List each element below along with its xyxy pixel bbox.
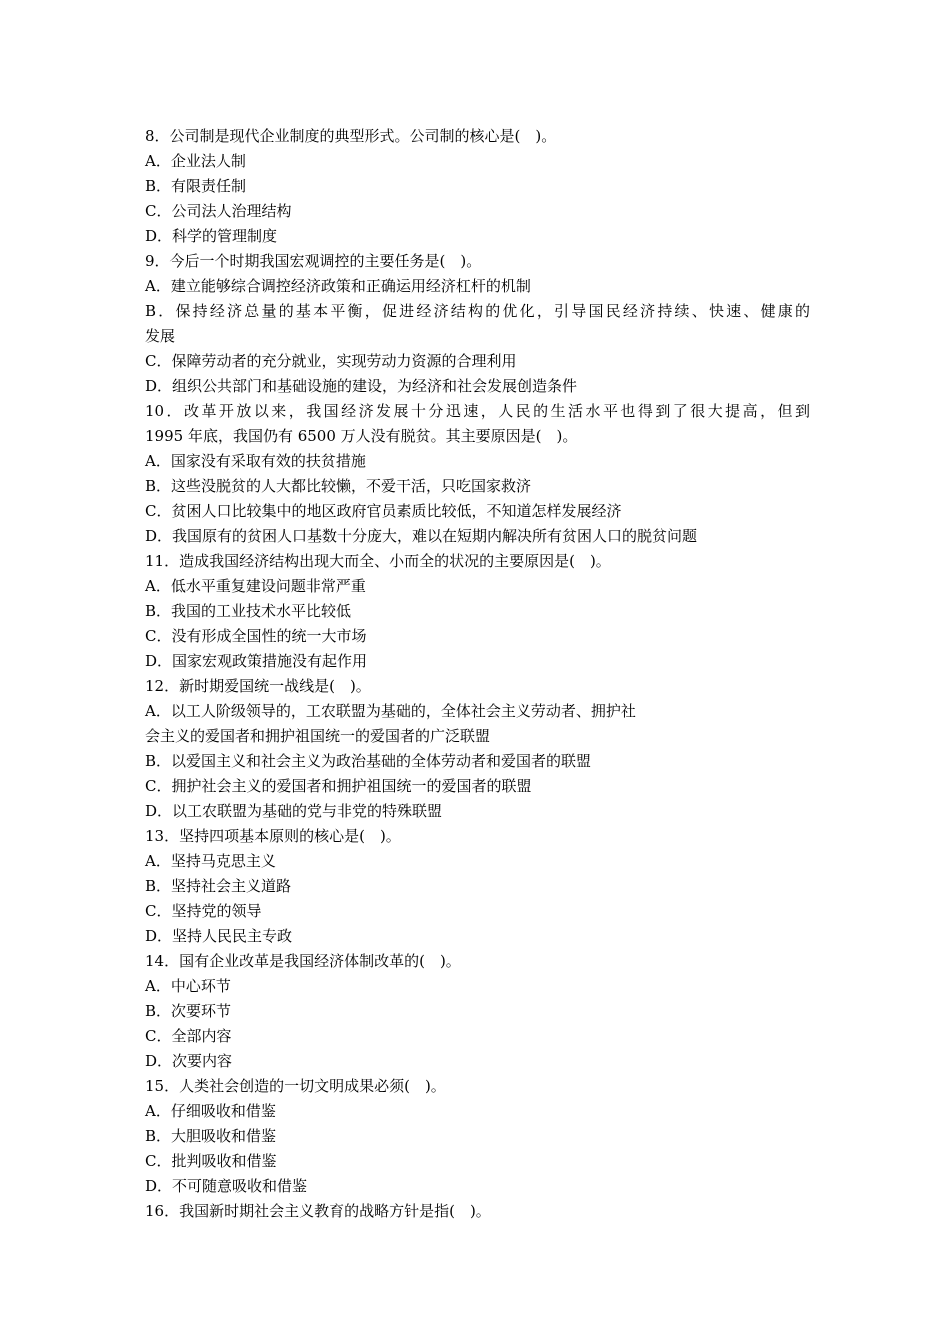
question-12-option-a-line-1: A．以工人阶级领导的，工农联盟为基础的，全体社会主义劳动者、拥护社 <box>145 702 636 720</box>
question-15-option-c: C．批判吸收和借鉴 <box>145 1152 277 1170</box>
question-10-stem-line-2: 1995 年底，我国仍有 6500 万人没有脱贫。其主要原因是( )。 <box>145 427 578 445</box>
question-8-option-c: C．公司法人治理结构 <box>145 202 292 220</box>
question-10-option-a: A．国家没有采取有效的扶贫措施 <box>145 452 366 470</box>
question-14-option-b: B．次要环节 <box>145 1002 232 1020</box>
question-10-option-b: B．这些没脱贫的人大都比较懒，不爱干活，只吃国家救济 <box>145 477 532 495</box>
question-16-stem: 16．我国新时期社会主义教育的战略方针是指( )。 <box>145 1202 491 1220</box>
question-8-option-b: B．有限责任制 <box>145 177 247 195</box>
question-9-stem: 9．今后一个时期我国宏观调控的主要任务是( )。 <box>145 252 482 270</box>
question-11-stem: 11．造成我国经济结构出现大而全、小而全的状况的主要原因是( )。 <box>145 552 611 570</box>
question-12-option-a-line-2: 会主义的爱国者和拥护祖国统一的爱国者的广泛联盟 <box>145 727 491 745</box>
question-13-option-d: D．坚持人民民主专政 <box>145 927 293 945</box>
question-13-option-a: A．坚持马克思主义 <box>145 852 276 870</box>
question-12-option-b: B．以爱国主义和社会主义为政治基础的全体劳动者和爱国者的联盟 <box>145 752 592 770</box>
question-14-stem: 14．国有企业改革是我国经济体制改革的( )。 <box>145 952 461 970</box>
question-13-stem: 13．坚持四项基本原则的核心是( )。 <box>145 827 401 845</box>
question-12-option-d: D．以工农联盟为基础的党与非党的特殊联盟 <box>145 802 443 820</box>
question-11-option-a: A．低水平重复建设问题非常严重 <box>145 577 366 595</box>
question-13-option-c: C．坚持党的领导 <box>145 902 262 920</box>
question-15-option-b: B．大胆吸收和借鉴 <box>145 1127 277 1145</box>
question-9-option-d: D．组织公共部门和基础设施的建设，为经济和社会发展创造条件 <box>145 377 578 395</box>
question-12-stem: 12．新时期爱国统一战线是( )。 <box>145 677 371 695</box>
question-11-option-c: C．没有形成全国性的统一大市场 <box>145 627 367 645</box>
question-15-option-d: D．不可随意吸收和借鉴 <box>145 1177 308 1195</box>
question-15-stem: 15．人类社会创造的一切文明成果必须( )。 <box>145 1077 446 1095</box>
question-10-option-c: C．贫困人口比较集中的地区政府官员素质比较低，不知道怎样发展经济 <box>145 502 622 520</box>
question-12-option-c: C．拥护社会主义的爱国者和拥护祖国统一的爱国者的联盟 <box>145 777 532 795</box>
question-14-option-a: A．中心环节 <box>145 977 231 995</box>
question-15-option-a: A．仔细吸收和借鉴 <box>145 1102 276 1120</box>
question-13-option-b: B．坚持社会主义道路 <box>145 877 292 895</box>
question-10-stem-line-1: 10．改革开放以来，我国经济发展十分迅速，人民的生活水平也得到了很大提高，但到 <box>145 402 810 420</box>
question-8-option-a: A．企业法人制 <box>145 152 246 170</box>
question-9-option-b-line-2: 发展 <box>145 327 176 345</box>
question-9-option-a: A．建立能够综合调控经济政策和正确运用经济杠杆的机制 <box>145 277 531 295</box>
question-8-option-d: D．科学的管理制度 <box>145 227 278 245</box>
question-14-option-c: C．全部内容 <box>145 1027 232 1045</box>
document-page <box>145 124 810 1224</box>
question-14-option-d: D．次要内容 <box>145 1052 233 1070</box>
question-11-option-d: D．国家宏观政策措施没有起作用 <box>145 652 368 670</box>
question-11-option-b: B．我国的工业技术水平比较低 <box>145 602 352 620</box>
question-10-option-d: D．我国原有的贫困人口基数十分庞大，难以在短期内解决所有贫困人口的脱贫问题 <box>145 527 698 545</box>
question-9-option-c: C．保障劳动者的充分就业，实现劳动力资源的合理利用 <box>145 352 517 370</box>
question-9-option-b-line-1: B．保持经济总量的基本平衡，促进经济结构的优化，引导国民经济持续、快速、健康的 <box>145 302 810 320</box>
question-8-stem: 8．公司制是现代企业制度的典型形式。公司制的核心是( )。 <box>145 127 557 145</box>
